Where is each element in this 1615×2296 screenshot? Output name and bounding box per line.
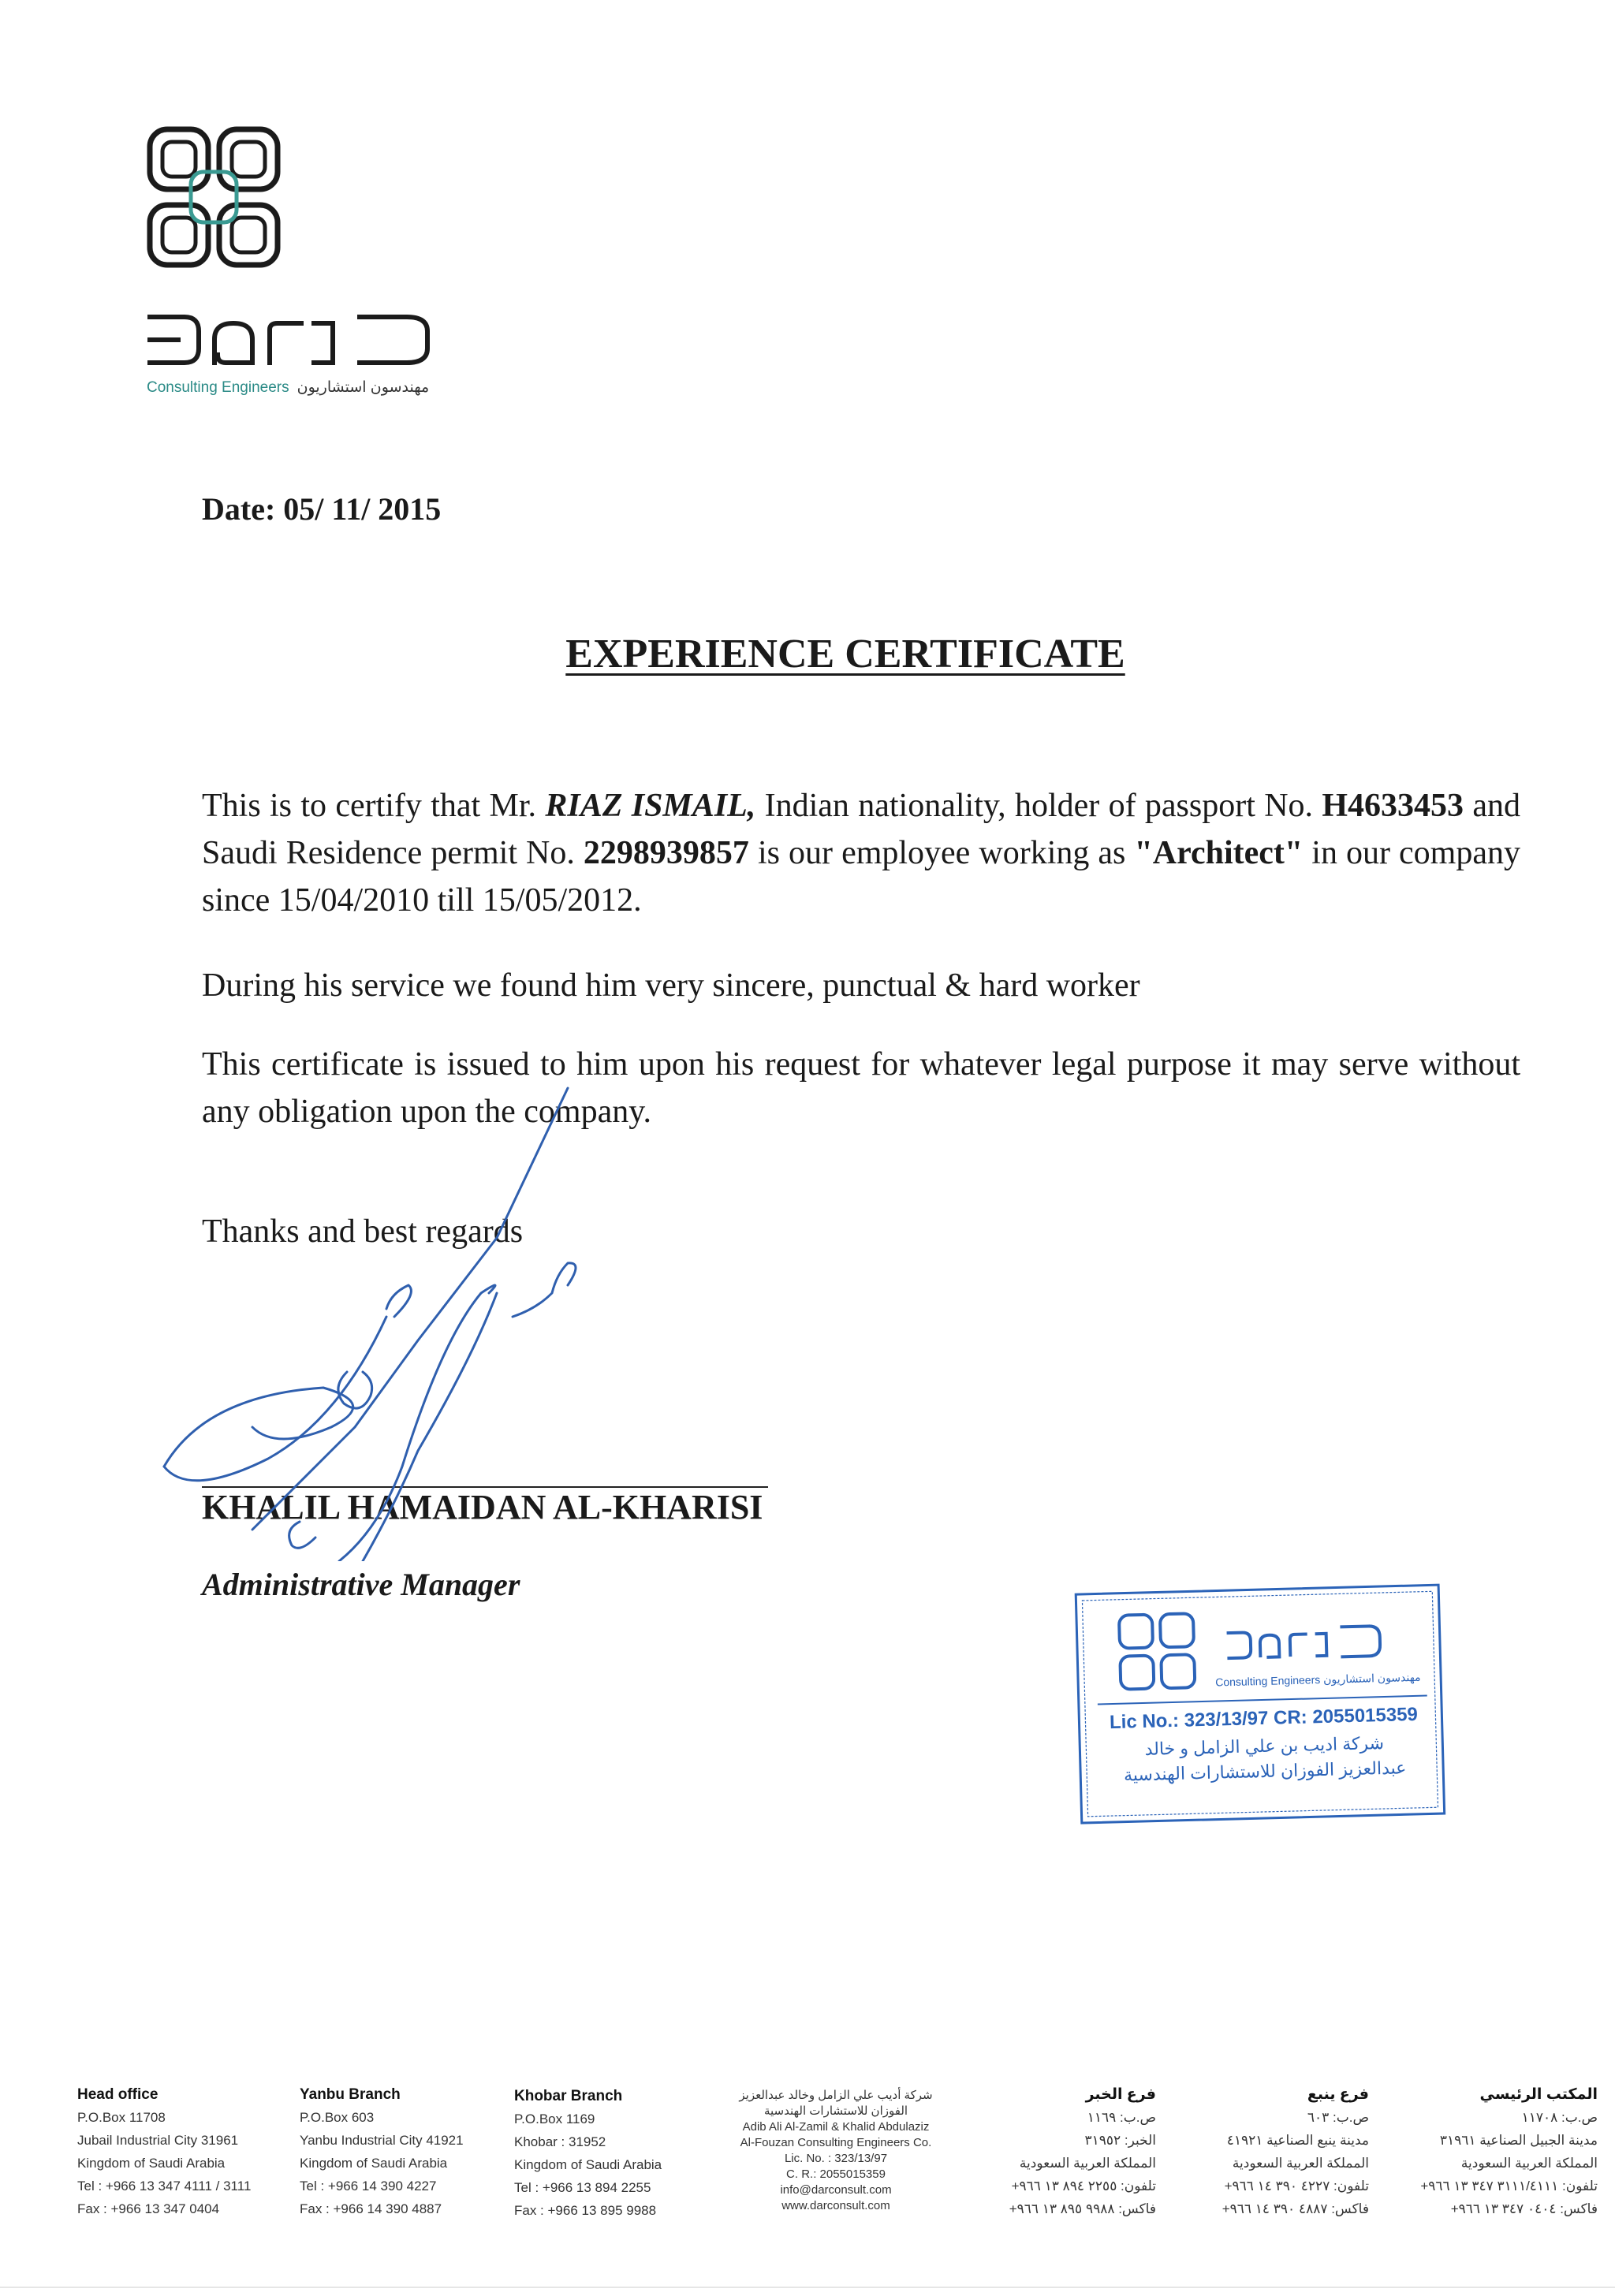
- footer-line: Tel : +966 13 347 4111 / 3111: [77, 2179, 252, 2194]
- footer-line: مدينة الجبيل الصناعية ٣١٩٦١: [1439, 2133, 1598, 2148]
- p1-text-a: This is to certify that Mr.: [202, 788, 546, 824]
- footer-line: P.O.Box 603: [300, 2110, 375, 2125]
- footer-head-office: [77, 2083, 282, 2220]
- signer-title: Administrative Manager: [202, 1567, 520, 1602]
- certificate-title: [0, 631, 1615, 677]
- stamp-text: [1071, 1578, 1454, 1832]
- footer-line: Yanbu Industrial City 41921: [300, 2133, 464, 2148]
- p1-text-b: Indian nationality, holder of passport No.: [755, 788, 1322, 824]
- footer-line: Kingdom of Saudi Arabia: [300, 2156, 448, 2171]
- footer-line: Tel : +966 14 390 4227: [300, 2179, 437, 2194]
- stamp-line-3: شركة اديب بن علي الزامل و خالد: [1144, 1732, 1385, 1759]
- stamp-line-4: عبدالعزيز الفوزان للاستشارات الهندسية: [1123, 1757, 1407, 1785]
- footer-line: P.O.Box 1169: [514, 2112, 595, 2126]
- service-remark-paragraph: During his service we found him very sincere, punctual & hard worker: [202, 967, 1140, 1004]
- footer-head-ar-title: المكتب الرئيسي: [1479, 2086, 1598, 2103]
- certification-paragraph: [202, 782, 1520, 924]
- footer-line: تلفون: ٢٢٥٥ ٨٩٤ ١٣ ٩٦٦+: [1011, 2179, 1156, 2194]
- passport-number: H4633453: [1322, 788, 1464, 824]
- certificate-title-text: EXPERIENCE CERTIFICATE: [565, 632, 1125, 676]
- footer-line: فاكس: ٠٤٠٤ ٣٤٧ ١٣ ٩٦٦+: [1450, 2201, 1598, 2216]
- residence-permit-number: 2298939857: [583, 835, 749, 871]
- tagline-arabic: مهندسون استشاريون: [297, 379, 430, 396]
- footer-line: ص.ب: ١١٦٩: [1087, 2110, 1156, 2125]
- footer-line: Fax : +966 14 390 4887: [300, 2201, 442, 2216]
- footer-yanbu-branch-arabic: [1167, 2083, 1369, 2220]
- handwritten-signature: [158, 1057, 599, 1561]
- p1-text-e: in our company since 15/04/2010 till 15/05/2012.: [202, 835, 1520, 919]
- footer-khobar-branch-arabic: [938, 2083, 1156, 2220]
- footer-line: فاكس: ٤٨٨٧ ٣٩٠ ١٤ ٩٦٦+: [1222, 2201, 1369, 2216]
- footer-line: المملكة العربية السعودية: [1232, 2156, 1369, 2171]
- company-tagline: [147, 378, 429, 397]
- footer-email: info@darconsult.com: [780, 2183, 892, 2197]
- footer-line: تلفون: ٣١١١/٤١١١ ٣٤٧ ١٣ ٩٦٦+: [1420, 2179, 1598, 2194]
- footer-line: تلفون: ٤٢٢٧ ٣٩٠ ١٤ ٩٦٦+: [1224, 2179, 1369, 2194]
- letter-date: Date: 05/ 11/ 2015: [202, 491, 442, 527]
- footer-yanbu-title: Yanbu Branch: [300, 2086, 401, 2103]
- footer-line: Kingdom of Saudi Arabia: [514, 2157, 662, 2172]
- footer-line: ص.ب: ٦٠٣: [1307, 2110, 1369, 2125]
- purpose-paragraph: This certificate is issued to him upon his request for whatever legal purpose it may serve without any obligation upon the company.: [202, 1046, 1520, 1130]
- closing-regards: Thanks and best regards: [202, 1213, 524, 1250]
- footer-line: ص.ب: ١١٧٠٨: [1521, 2110, 1598, 2125]
- stamp-line-1: Consulting Engineers مهندسون استشاريون: [1214, 1670, 1421, 1689]
- footer-line: المملكة العربية السعودية: [1460, 2156, 1598, 2171]
- footer-website: www.darconsult.com: [781, 2199, 890, 2212]
- footer-line: P.O.Box 11708: [77, 2110, 166, 2125]
- footer-khobar-branch: [514, 2085, 711, 2222]
- footer-line: Khobar : 31952: [514, 2134, 606, 2149]
- p1-text-d: is our employee working as: [748, 835, 1135, 871]
- job-position: "Architect": [1134, 835, 1304, 871]
- footer-line: مدينة ينبع الصناعية ٤١٩٢١: [1226, 2133, 1369, 2148]
- footer-line: شركة أديب علي الزامل وخالد عبدالعزيز: [739, 2089, 933, 2102]
- company-logo-wordmark: [147, 312, 431, 367]
- footer-line: الخبر: ٣١٩٥٢: [1084, 2133, 1156, 2148]
- footer-company-info: [725, 2088, 946, 2214]
- footer-khobar-ar-title: فرع الخبر: [1085, 2086, 1156, 2103]
- p1-text-c: and Saudi Residence permit No.: [202, 788, 1520, 871]
- footer-line: فاكس: ٩٩٨٨ ٨٩٥ ١٣ ٩٦٦+: [1009, 2201, 1156, 2216]
- footer-line: Tel : +966 13 894 2255: [514, 2180, 651, 2195]
- company-logo-mark: [147, 126, 281, 268]
- footer-khobar-title: Khobar Branch: [514, 2088, 623, 2104]
- footer-yanbu-ar-title: فرع ينبع: [1307, 2086, 1369, 2103]
- footer-line: الفوزان للاستشارات الهندسية: [763, 2104, 908, 2118]
- stamp-line-2: Lic No.: 323/13/97 CR: 2055015359: [1109, 1703, 1419, 1734]
- footer-line: Fax : +966 13 895 9988: [514, 2203, 657, 2218]
- footer-line: Al-Fouzan Consulting Engineers Co.: [740, 2136, 932, 2149]
- footer-yanbu-branch: [300, 2083, 505, 2220]
- footer-head-office-arabic: [1380, 2083, 1598, 2220]
- employee-name: RIAZ ISMAIL,: [545, 788, 756, 824]
- tagline-english: Consulting Engineers: [147, 379, 289, 396]
- footer-line: Jubail Industrial City 31961: [77, 2133, 239, 2148]
- footer-line: Lic. No. : 323/13/97: [784, 2152, 888, 2165]
- footer-line: Kingdom of Saudi Arabia: [77, 2156, 226, 2171]
- footer-head-office-title: Head office: [77, 2086, 159, 2103]
- footer-line: Fax : +966 13 347 0404: [77, 2201, 220, 2216]
- footer-line: Adib Ali Al-Zamil & Khalid Abdulaziz: [742, 2120, 930, 2134]
- page-bottom-edge: [0, 2287, 1615, 2288]
- footer-line: C. R.: 2055015359: [786, 2167, 886, 2181]
- footer-line: المملكة العربية السعودية: [1019, 2156, 1156, 2171]
- signer-name: KHALIL HAMAIDAN AL-KHARISI: [202, 1488, 763, 1526]
